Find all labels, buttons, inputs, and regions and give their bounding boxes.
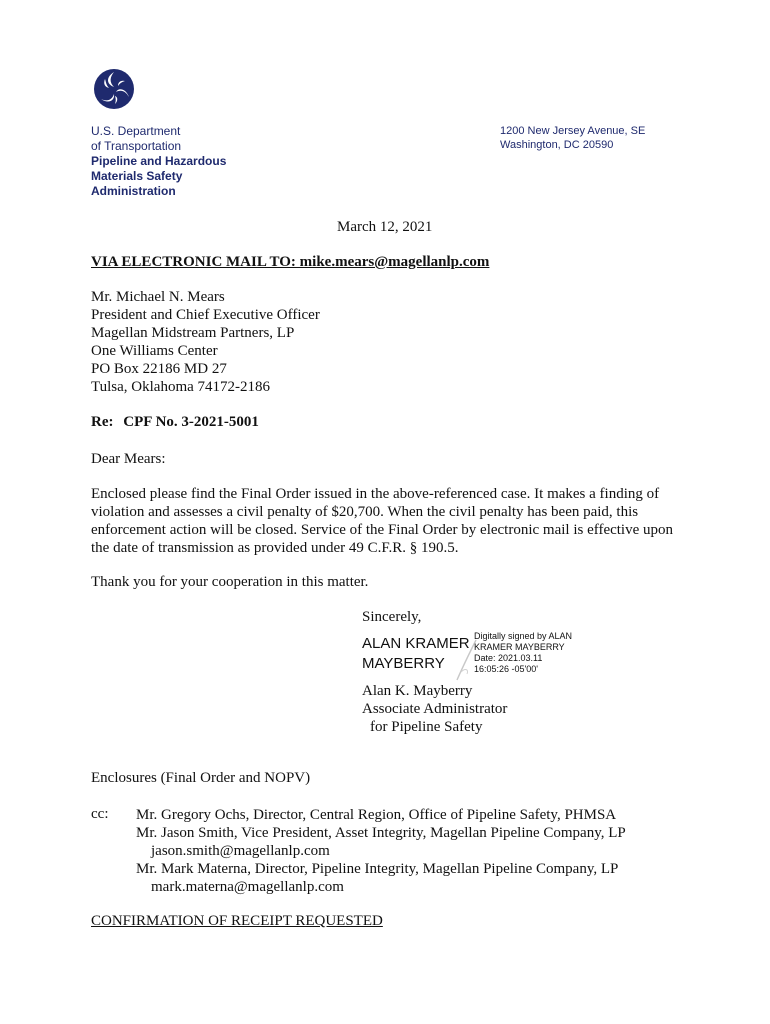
signer-block [362,682,507,736]
enclosures-line: Enclosures (Final Order and NOPV) [91,770,311,786]
digital-signature-details [474,631,572,675]
agency-line: Materials Safety [91,169,183,183]
signer-name: Alan K. Mayberry [362,683,473,699]
dot-logo [93,68,135,110]
cc-email: jason.smith@magellanlp.com [151,843,330,859]
signer-title: Associate Administrator [362,701,508,717]
signature-detail-line: Digitally signed by ALAN [474,631,573,641]
signature-detail-line: Date: 2021.03.11 [474,653,543,663]
closing: Sincerely, [362,609,422,625]
cc-line: Mr. Gregory Ochs, Director, Central Region, Office of Pipeline Safety, PHMSA [136,807,617,823]
cc-line: Mr. Jason Smith, Vice President, Asset Integrity, Magellan Pipeline Company, LP [136,825,626,841]
signer-title: for Pipeline Safety [370,719,483,735]
reference-label: Re: [91,414,114,430]
thanks-line: Thank you for your cooperation in this matter. [91,574,369,590]
reference-value: CPF No. 3-2021-5001 [123,414,259,430]
salutation: Dear Mears: [91,451,166,467]
recipient-line: President and Chief Executive Officer [91,307,320,323]
reference-line [91,414,265,431]
letter-date: March 12, 2021 [337,219,433,235]
recipient-line: Mr. Michael N. Mears [91,289,225,305]
signature-detail-line: 16:05:26 -05'00' [474,664,538,674]
letter-body [91,485,691,557]
recipient-line: One Williams Center [91,343,218,359]
cc-email: mark.materna@magellanlp.com [151,879,344,895]
agency-line: Administration [91,184,176,198]
recipient-line: PO Box 22186 MD 27 [91,361,227,377]
confirmation-request: CONFIRMATION OF RECEIPT REQUESTED [91,913,383,929]
dot-triskelion-icon [93,68,135,110]
signature-name-line: ALAN KRAMER [362,635,470,652]
address-line: Washington, DC 20590 [500,139,614,151]
signature-detail-line: KRAMER MAYBERRY [474,642,565,652]
department-block [91,124,226,199]
recipient-address [91,288,320,396]
agency-line: Pipeline and Hazardous [91,154,227,168]
department-line: U.S. Department [91,124,181,138]
cc-list [136,806,626,896]
recipient-line: Magellan Midstream Partners, LP [91,325,295,341]
address-line: 1200 New Jersey Avenue, SE [500,125,646,137]
recipient-line: Tulsa, Oklahoma 74172-2186 [91,379,271,395]
agency-address [500,124,645,152]
letter-body-text: Enclosed please find the Final Order issued in the above-referenced case. It makes a finding of violation and assesses a civil penalty of $20,700. When the civil penalty has been paid, this enforcement action will be closed. Service of the Final Order by electronic mail is effective upon the date of transmission as provided under 49 C.F.R. § 190.5. [91,486,674,556]
via-email-line: VIA ELECTRONIC MAIL TO: mike.mears@magellanlp.com [91,254,490,270]
department-line: of Transportation [91,139,182,153]
signature-name-line: MAYBERRY [362,655,445,672]
cc-line: Mr. Mark Materna, Director, Pipeline Integrity, Magellan Pipeline Company, LP [136,861,619,877]
cc-label: cc: [91,806,109,822]
